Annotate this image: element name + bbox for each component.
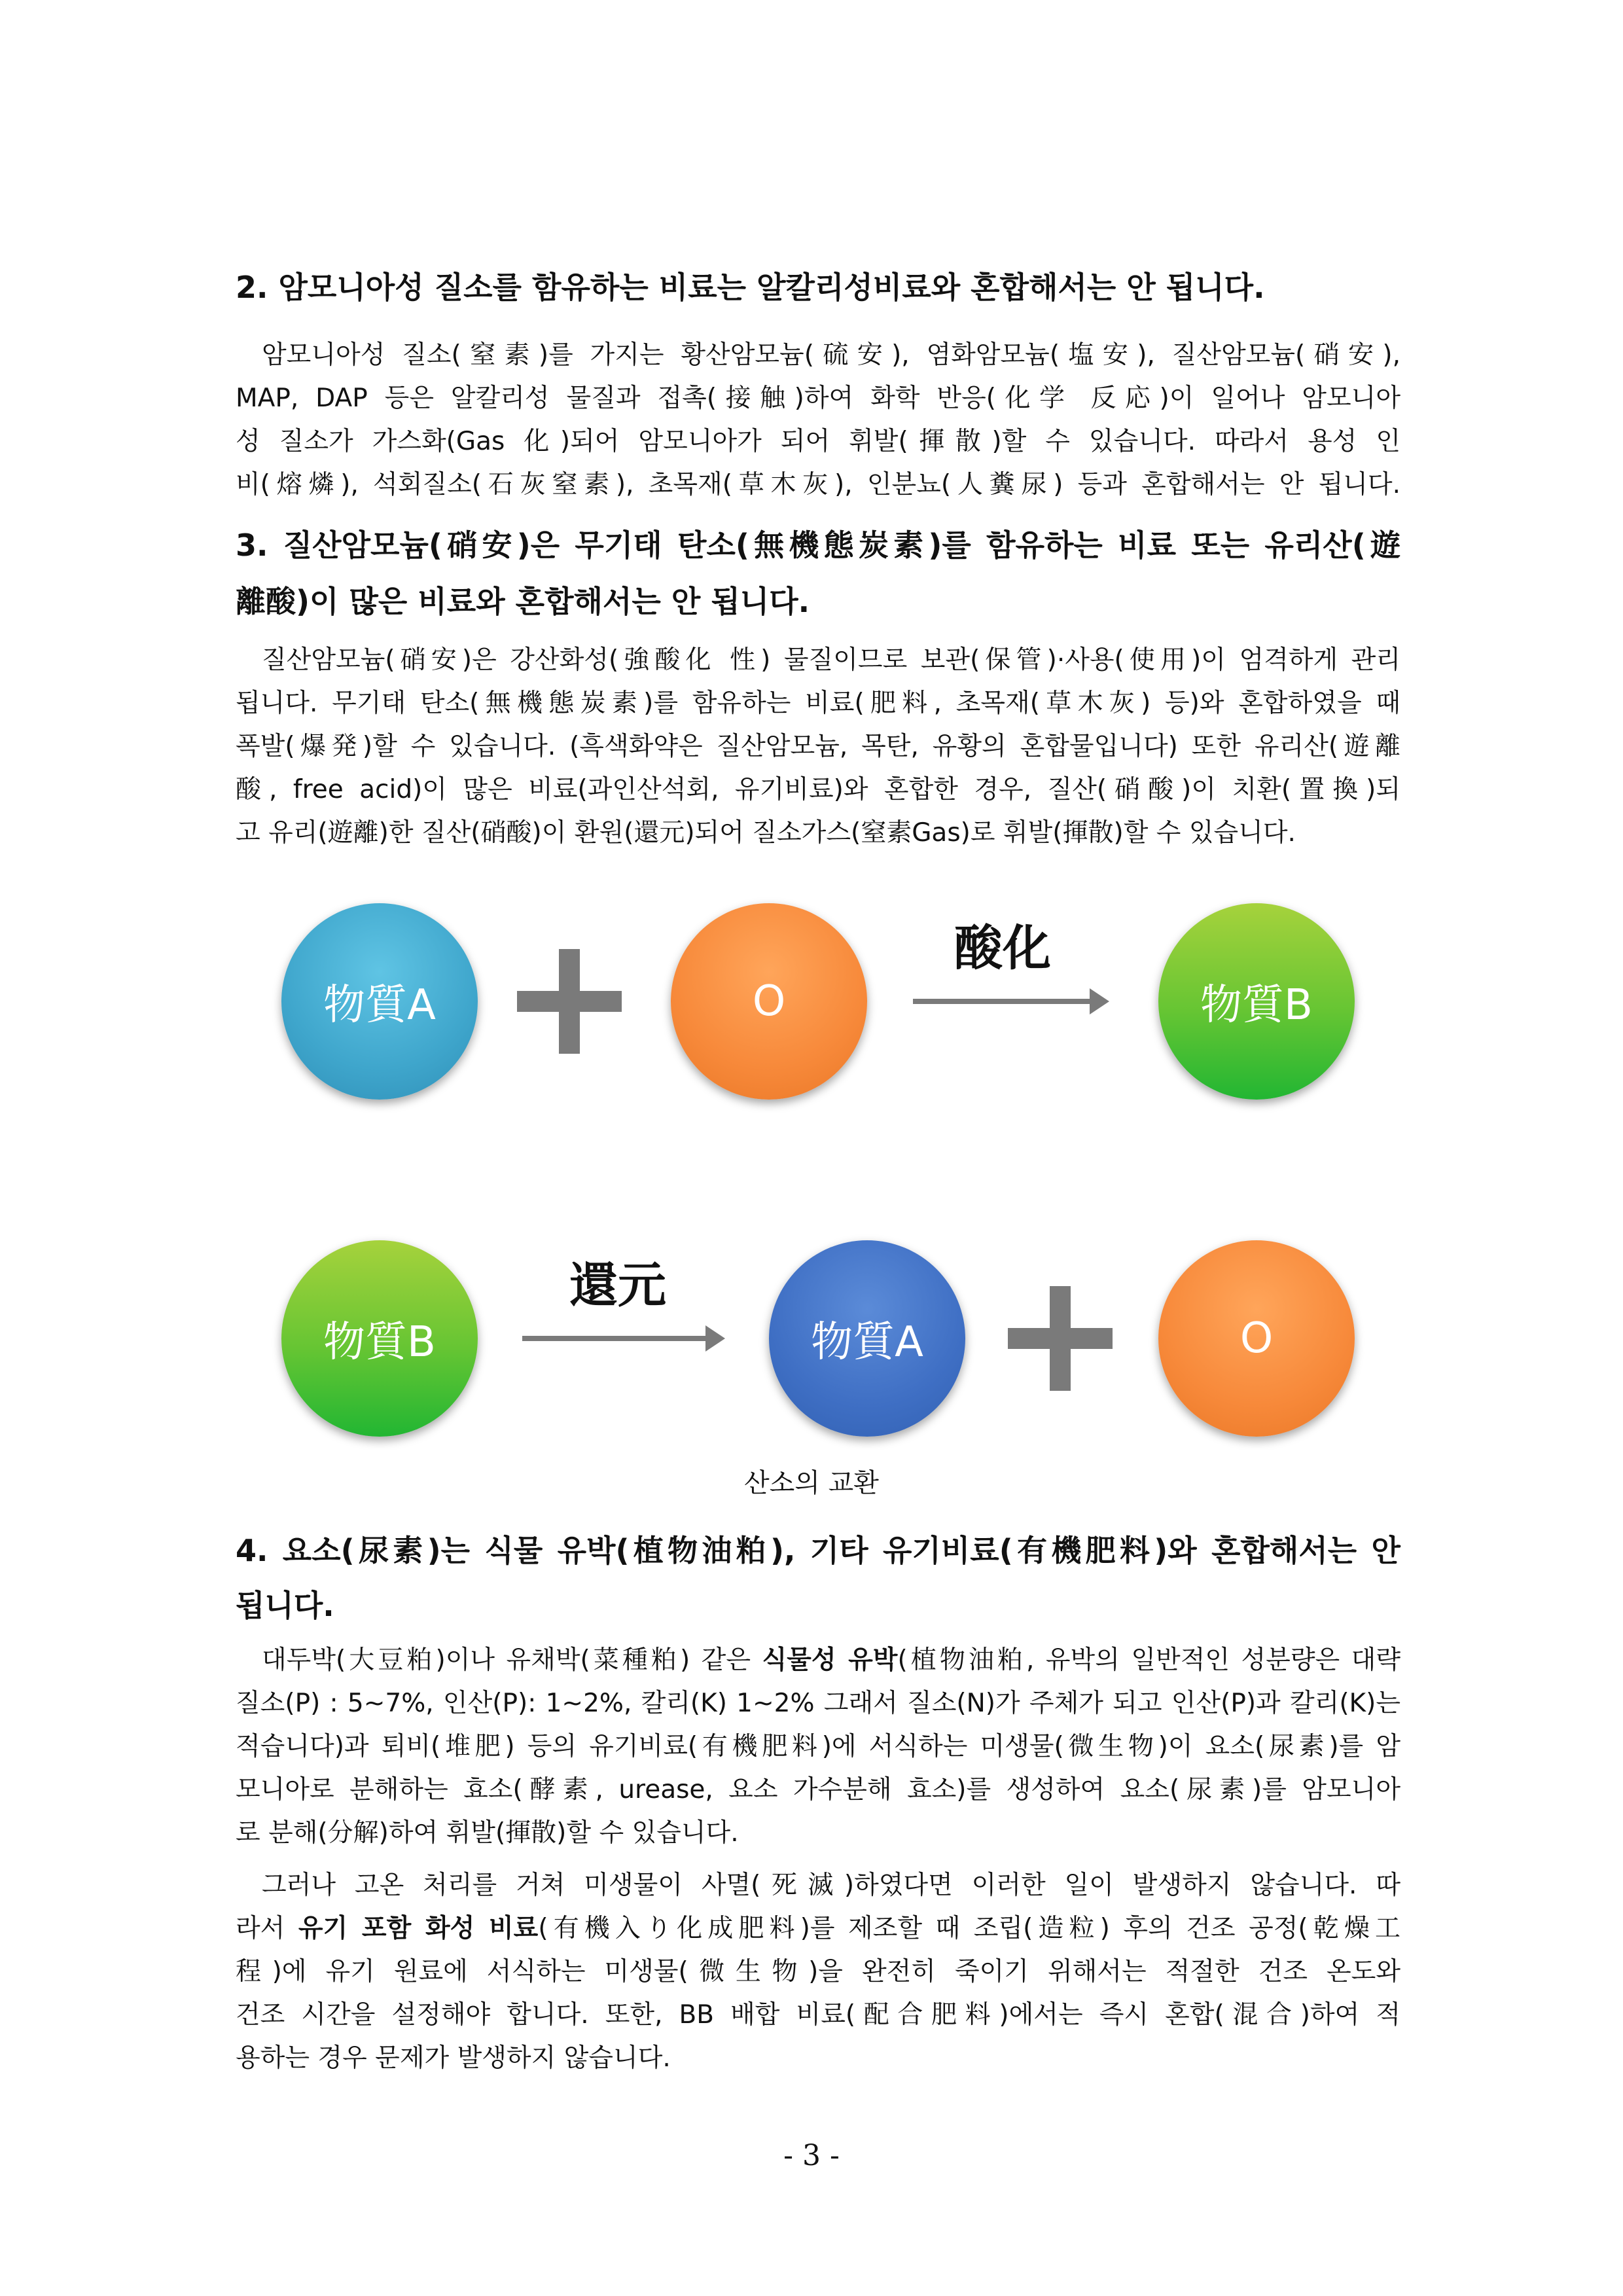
text-span: 대두박(大豆粕)이나 유채박(菜種粕) 같은 [262, 1645, 762, 1675]
text-line: 程)에 유기 원료에 서식하는 미생물(微生物)을 완전히 죽이기 위해서는 적절한 건조 온도와 [236, 1957, 1400, 1986]
section-2-paragraph [236, 334, 1400, 507]
section-3-heading-line-1: 3. 질산암모늄(硝安)은 무기태 탄소(無機態炭素)를 함유하는 비료 또는 유리산(遊 [236, 528, 1400, 563]
text-line: 적습니다)과 퇴비(堆肥) 등의 유기비료(有機肥料)에 서식하는 미생물(微生物)이 요소(尿素)를 암 [236, 1732, 1400, 1761]
substance-b-label: 物質B [1200, 981, 1313, 1030]
text-line: 질소(P) : 5~7%, 인산(P): 1~2%, 칼리(K) 1~2% 그래서 질소(N)가 주체가 되고 인산(P)과 칼리(K)는 [236, 1689, 1400, 1718]
oxygen-circle [671, 903, 867, 1100]
text-line: MAP, DAP 등은 알칼리성 물질과 접촉(接触)하여 화학 반응(化学 反応)이 일어나 암모니아 [236, 384, 1400, 413]
section-4-paragraph-2 [236, 1864, 1400, 2080]
text-line [236, 1639, 1400, 1682]
diagram-caption: 산소의 교환 [744, 1468, 879, 1498]
text-line: 酸, free acid)이 많은 비료(과인산석회, 유기비료)와 혼합한 경우, 질산(硝酸)이 치환(置換)되 [236, 775, 1400, 804]
text-line: 암모니아성 질소(窒素)를 가지는 황산암모늄(硫安), 염화암모늄(塩安), 질산암모늄(硝安), [262, 340, 1400, 370]
section-4-paragraph-1 [236, 1639, 1400, 1855]
plus-icon [517, 949, 622, 1054]
substance-a-circle [281, 903, 478, 1100]
text-line: 고 유리(遊離)한 질산(硝酸)이 환원(還元)되어 질소가스(窒素Gas)로 휘발(揮散)할 수 있습니다. [236, 818, 1296, 848]
substance-b-circle [281, 1240, 478, 1437]
bold-term: 유기 포함 화성 비료 [298, 1914, 539, 1943]
oxidation-label: 酸化 [954, 920, 1051, 977]
text-line: 용하는 경우 문제가 발생하지 않습니다. [236, 2043, 671, 2073]
text-line: 성 질소가 가스화(Gas 化)되어 암모니아가 되어 휘발(揮散)할 수 있습니다. 따라서 용성 인 [236, 427, 1400, 456]
text-line: 모니아로 분해하는 효소(酵素, urease, 요소 가수분해 효소)를 생성하여 요소(尿素)를 암모니아 [236, 1775, 1400, 1804]
substance-b-circle [1158, 903, 1355, 1100]
section-4-heading-line-2: 됩니다. [236, 1588, 334, 1623]
text-span: 라서 [236, 1914, 298, 1943]
section-3-heading-line-2: 離酸)이 많은 비료와 혼합해서는 안 됩니다. [236, 584, 810, 619]
text-line: 그러나 고온 처리를 거쳐 미생물이 사멸(死滅)하였다면 이러한 일이 발생하지 않습니다. 따 [262, 1871, 1400, 1900]
substance-a-circle [769, 1240, 965, 1437]
section-4-heading-line-1: 4. 요소(尿素)는 식물 유박(植物油粕), 기타 유기비료(有機肥料)와 혼합해서는 안 [236, 1533, 1400, 1568]
arrow-right-icon [913, 988, 1109, 1014]
text-span: (有機入り化成肥料)를 제조할 때 조립(造粒) 후의 건조 공정(乾燥工 [538, 1914, 1400, 1943]
reduction-label: 還元 [569, 1257, 666, 1314]
substance-a-label: 物質A [323, 981, 436, 1030]
bold-term: 식물성 유박 [762, 1645, 898, 1675]
section-3-paragraph [236, 639, 1400, 855]
text-span: (植物油粕, 유박의 일반적인 성분량은 대략 [897, 1645, 1400, 1675]
section-2-heading: 2. 암모니아성 질소를 함유하는 비료는 알칼리성비료와 혼합해서는 안 됩니다. [236, 270, 1265, 305]
substance-a-label: 物質A [811, 1318, 923, 1367]
text-line: 로 분해(分解)하여 휘발(揮散)할 수 있습니다. [236, 1818, 739, 1848]
oxygen-circle [1158, 1240, 1355, 1437]
text-line: 질산암모늄(硝安)은 강산화성(強酸化 性) 물질이므로 보관(保管)·사용(使用)이 엄격하게 관리 [262, 645, 1400, 675]
substance-b-label: 物質B [323, 1318, 436, 1367]
oxygen-label: O [752, 977, 786, 1026]
text-line: 건조 시간을 설정해야 합니다. 또한, BB 배합 비료(配合肥料)에서는 즉시 혼합(混合)하여 적 [236, 2000, 1400, 2030]
text-line: 비(熔燐), 석회질소(石灰窒素), 초목재(草木灰), 인분뇨(人糞尿) 등과 혼합해서는 안 됩니다. [236, 470, 1400, 499]
page-number: - 3 - [783, 2139, 840, 2172]
oxygen-label: O [1240, 1314, 1274, 1363]
text-line: 됩니다. 무기태 탄소(無機態炭素)를 함유하는 비료(肥料, 초목재(草木灰) 등)와 혼합하였을 때 [236, 689, 1400, 718]
arrow-right-icon [522, 1325, 725, 1352]
text-line [236, 1907, 1400, 1950]
plus-icon [1008, 1286, 1113, 1391]
text-line: 폭발(爆発)할 수 있습니다. (흑색화약은 질산암모늄, 목탄, 유황의 혼합물입니다) 또한 유리산(遊離 [236, 732, 1400, 761]
oxygen-exchange-diagram [236, 864, 1400, 1453]
